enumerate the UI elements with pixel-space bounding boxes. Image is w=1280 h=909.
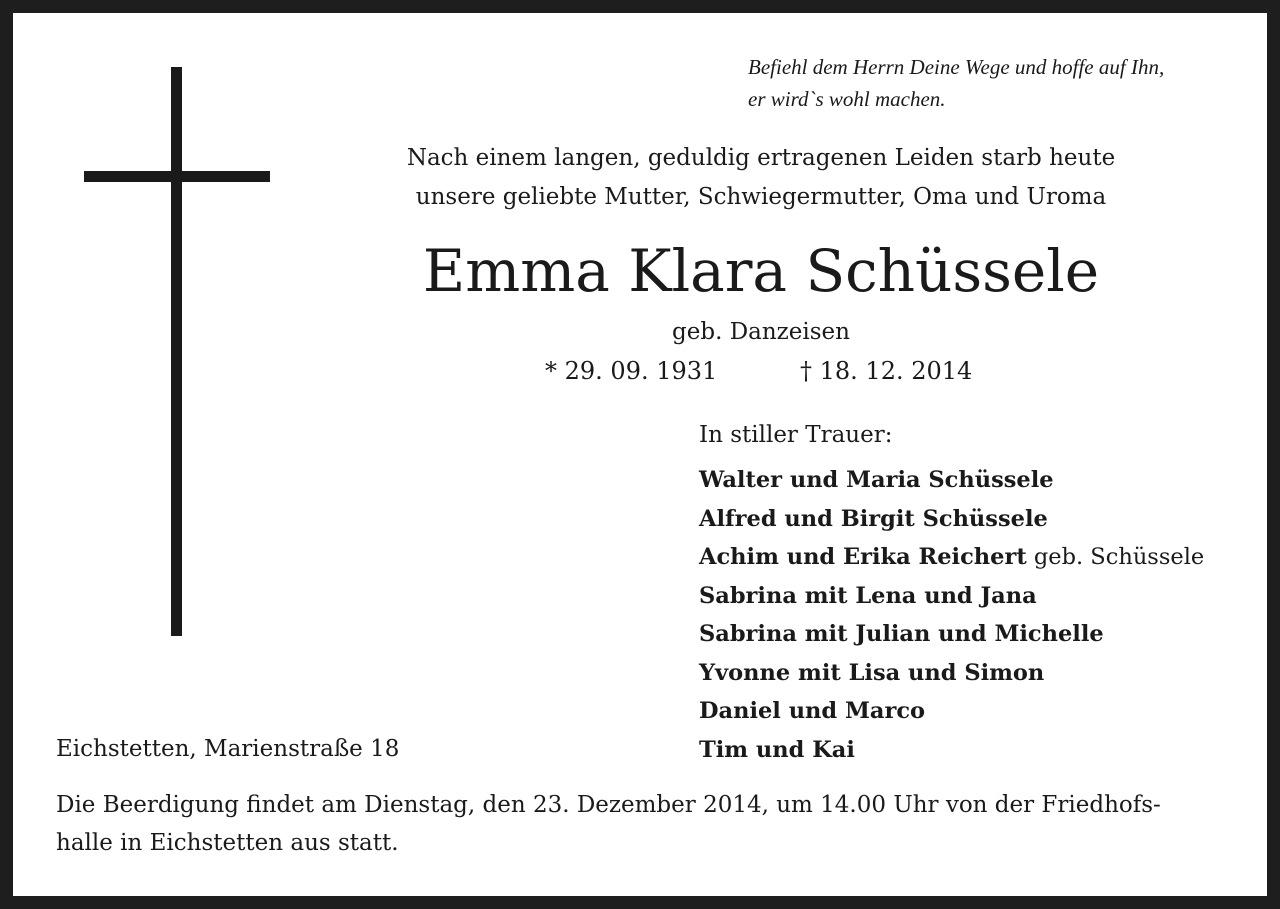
funeral-line-1: Die Beerdigung findet am Dienstag, den 23. Dezember 2014, um 14.00 Uhr von der Friedhofs- bbox=[56, 792, 1161, 818]
mourner-entry bbox=[699, 577, 1259, 616]
mourners-list bbox=[699, 461, 1259, 769]
obituary-notice bbox=[13, 13, 1267, 896]
intro-text bbox=[313, 139, 1209, 217]
mourner-suffix: geb. Schüssele bbox=[1026, 544, 1205, 570]
mourner-entry bbox=[699, 615, 1259, 654]
intro-line-2: unsere geliebte Mutter, Schwiegermutter, Oma und Uroma bbox=[415, 184, 1107, 210]
mourner-name: Alfred und Birgit Schüssele bbox=[699, 505, 1048, 532]
mourner-name: Walter und Maria Schüssele bbox=[699, 467, 1054, 493]
mourner-entry bbox=[699, 692, 1259, 731]
intro-line-1: Nach einem langen, geduldig ertragenen Leiden starb heute bbox=[406, 145, 1116, 171]
cross-vertical-beam bbox=[171, 67, 182, 636]
death-date: † 18. 12. 2014 bbox=[800, 357, 973, 385]
mourner-entry bbox=[699, 731, 1259, 770]
birth-date: * 29. 09. 1931 bbox=[545, 357, 718, 385]
cross-horizontal-beam bbox=[84, 171, 270, 182]
mourner-entry bbox=[699, 461, 1259, 500]
funeral-line-2: halle in Eichstetten aus statt. bbox=[56, 830, 399, 856]
mourning-label: In stiller Trauer: bbox=[699, 422, 893, 448]
bible-verse bbox=[748, 51, 1258, 115]
mourner-name: Tim und Kai bbox=[699, 736, 855, 763]
mourner-name: Yvonne mit Lisa und Simon bbox=[699, 659, 1045, 686]
funeral-notice bbox=[56, 786, 1246, 862]
bible-verse-line-2: er wird`s wohl machen. bbox=[748, 87, 946, 111]
mourner-name: Sabrina mit Lena und Jana bbox=[699, 582, 1037, 609]
mourner-name: Daniel und Marco bbox=[699, 698, 926, 724]
mourner-entry bbox=[699, 538, 1259, 577]
mourner-name: Sabrina mit Julian und Michelle bbox=[699, 621, 1104, 647]
mourner-name: Achim und Erika Reichert bbox=[699, 544, 1027, 570]
mourner-entry bbox=[699, 500, 1259, 539]
deceased-name: Emma Klara Schüssele bbox=[422, 237, 1100, 305]
mourner-entry bbox=[699, 654, 1259, 693]
bible-verse-line-1: Befiehl dem Herrn Deine Wege und hoffe auf Ihn, bbox=[748, 55, 1165, 79]
family-address: Eichstetten, Marienstraße 18 bbox=[56, 736, 400, 762]
maiden-name: geb. Danzeisen bbox=[672, 319, 850, 345]
